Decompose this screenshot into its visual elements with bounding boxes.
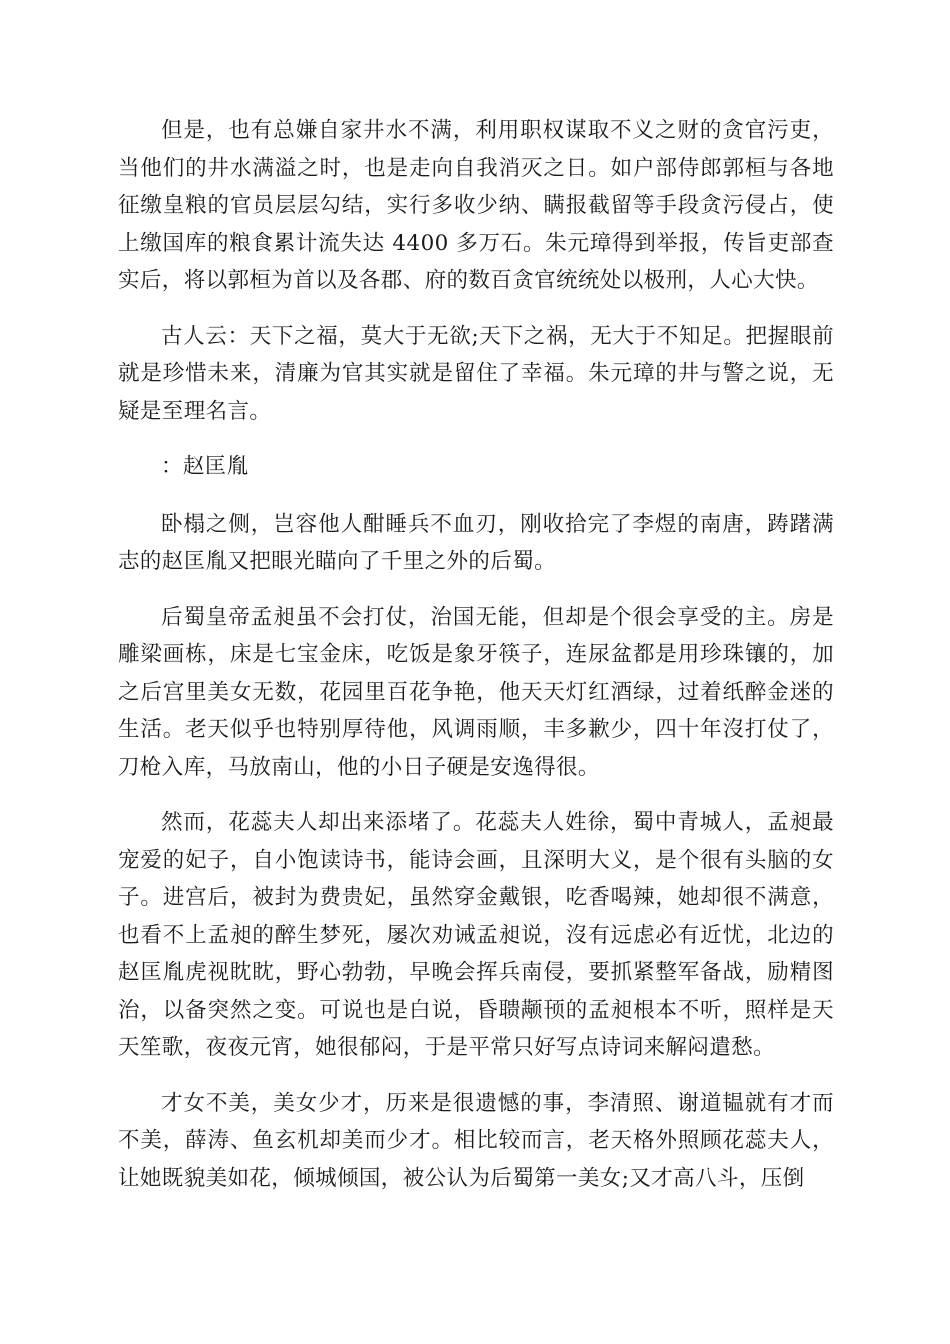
paragraph-6: 才女不美，美女少才，历来是很遗憾的事，李清照、谢道韫就有才而不美，薛涛、鱼玄机却美而少才。相比较而言，老天格外照顾花蕊夫人，让她既貌美如花，倾城倾国，被公认为后蜀第一美女;又才高八斗，压倒: [118, 1090, 834, 1191]
paragraph-5: 然而，花蕊夫人却出来添堵了。花蕊夫人姓徐，蜀中青城人，孟昶最宠爱的妃子，自小饱读诗书，能诗会画，且深明大义，是个很有头脑的女子。进宫后，被封为费贵妃，虽然穿金戴银，吃香喝辣，她却很不满意，也看不上孟昶的醉生梦死，屡次劝诫孟昶说，沒有远虑必有近忧，北边的赵匡胤虎视眈眈，野心勃勃，早晚会挥兵南侵，要抓紧整军备战，励精图治，以备突然之变。可说也是白说，昏聩颟顸的孟昶根本不听，照样是天天笙歌，夜夜元宵，她很郁闷，于是平常只好写点诗词来解闷遣愁。: [118, 810, 834, 1060]
paragraph-4: 后蜀皇帝孟昶虽不会打仗，治国无能，但却是个很会享受的主。房是雕梁画栋，床是七宝金床，吃饭是象牙筷子，连尿盆都是用珍珠镶的，加之后宫里美女无数，花园里百花争艳，他天天灯红酒绿，过着纸醉金迷的生活。老天似乎也特别厚待他，风调雨顺，丰多歉少，四十年沒打仗了，刀枪入库，马放南山，他的小日子硬是安逸得很。: [118, 604, 834, 780]
section-heading: ：赵匡胤: [161, 454, 249, 479]
document-body: [118, 112, 834, 1215]
paragraph-3: 卧榻之侧，岂容他人酣睡兵不血刃，刚收拾完了李煜的南唐，踌躇满志的赵匡胤又把眼光瞄向了千里之外的后蜀。: [118, 511, 834, 574]
paragraph-1: 但是，也有总嫌自家井水不满，利用职权谋取不义之财的贪官污吏，当他们的井水满溢之时，也是走向自我消灭之日。如户部侍郎郭桓与各地征缴皇粮的官员层层勾结，实行多收少纳、瞒报截留等手段贪污侵占，使上缴国库的粮食累计流失达 4400 多万石。朱元璋得到举报，传旨吏部查实后，将以郭桓为首以及各郡、府的数百贪官统统处以极刑，人心大快。: [118, 118, 834, 293]
paragraph-2: 古人云：天下之福，莫大于无欲;天下之祸，无大于不知足。把握眼前就是珍惜未来，清廉为官其实就是留住了幸福。朱元璋的井与警之说，无疑是至理名言。: [118, 323, 834, 424]
